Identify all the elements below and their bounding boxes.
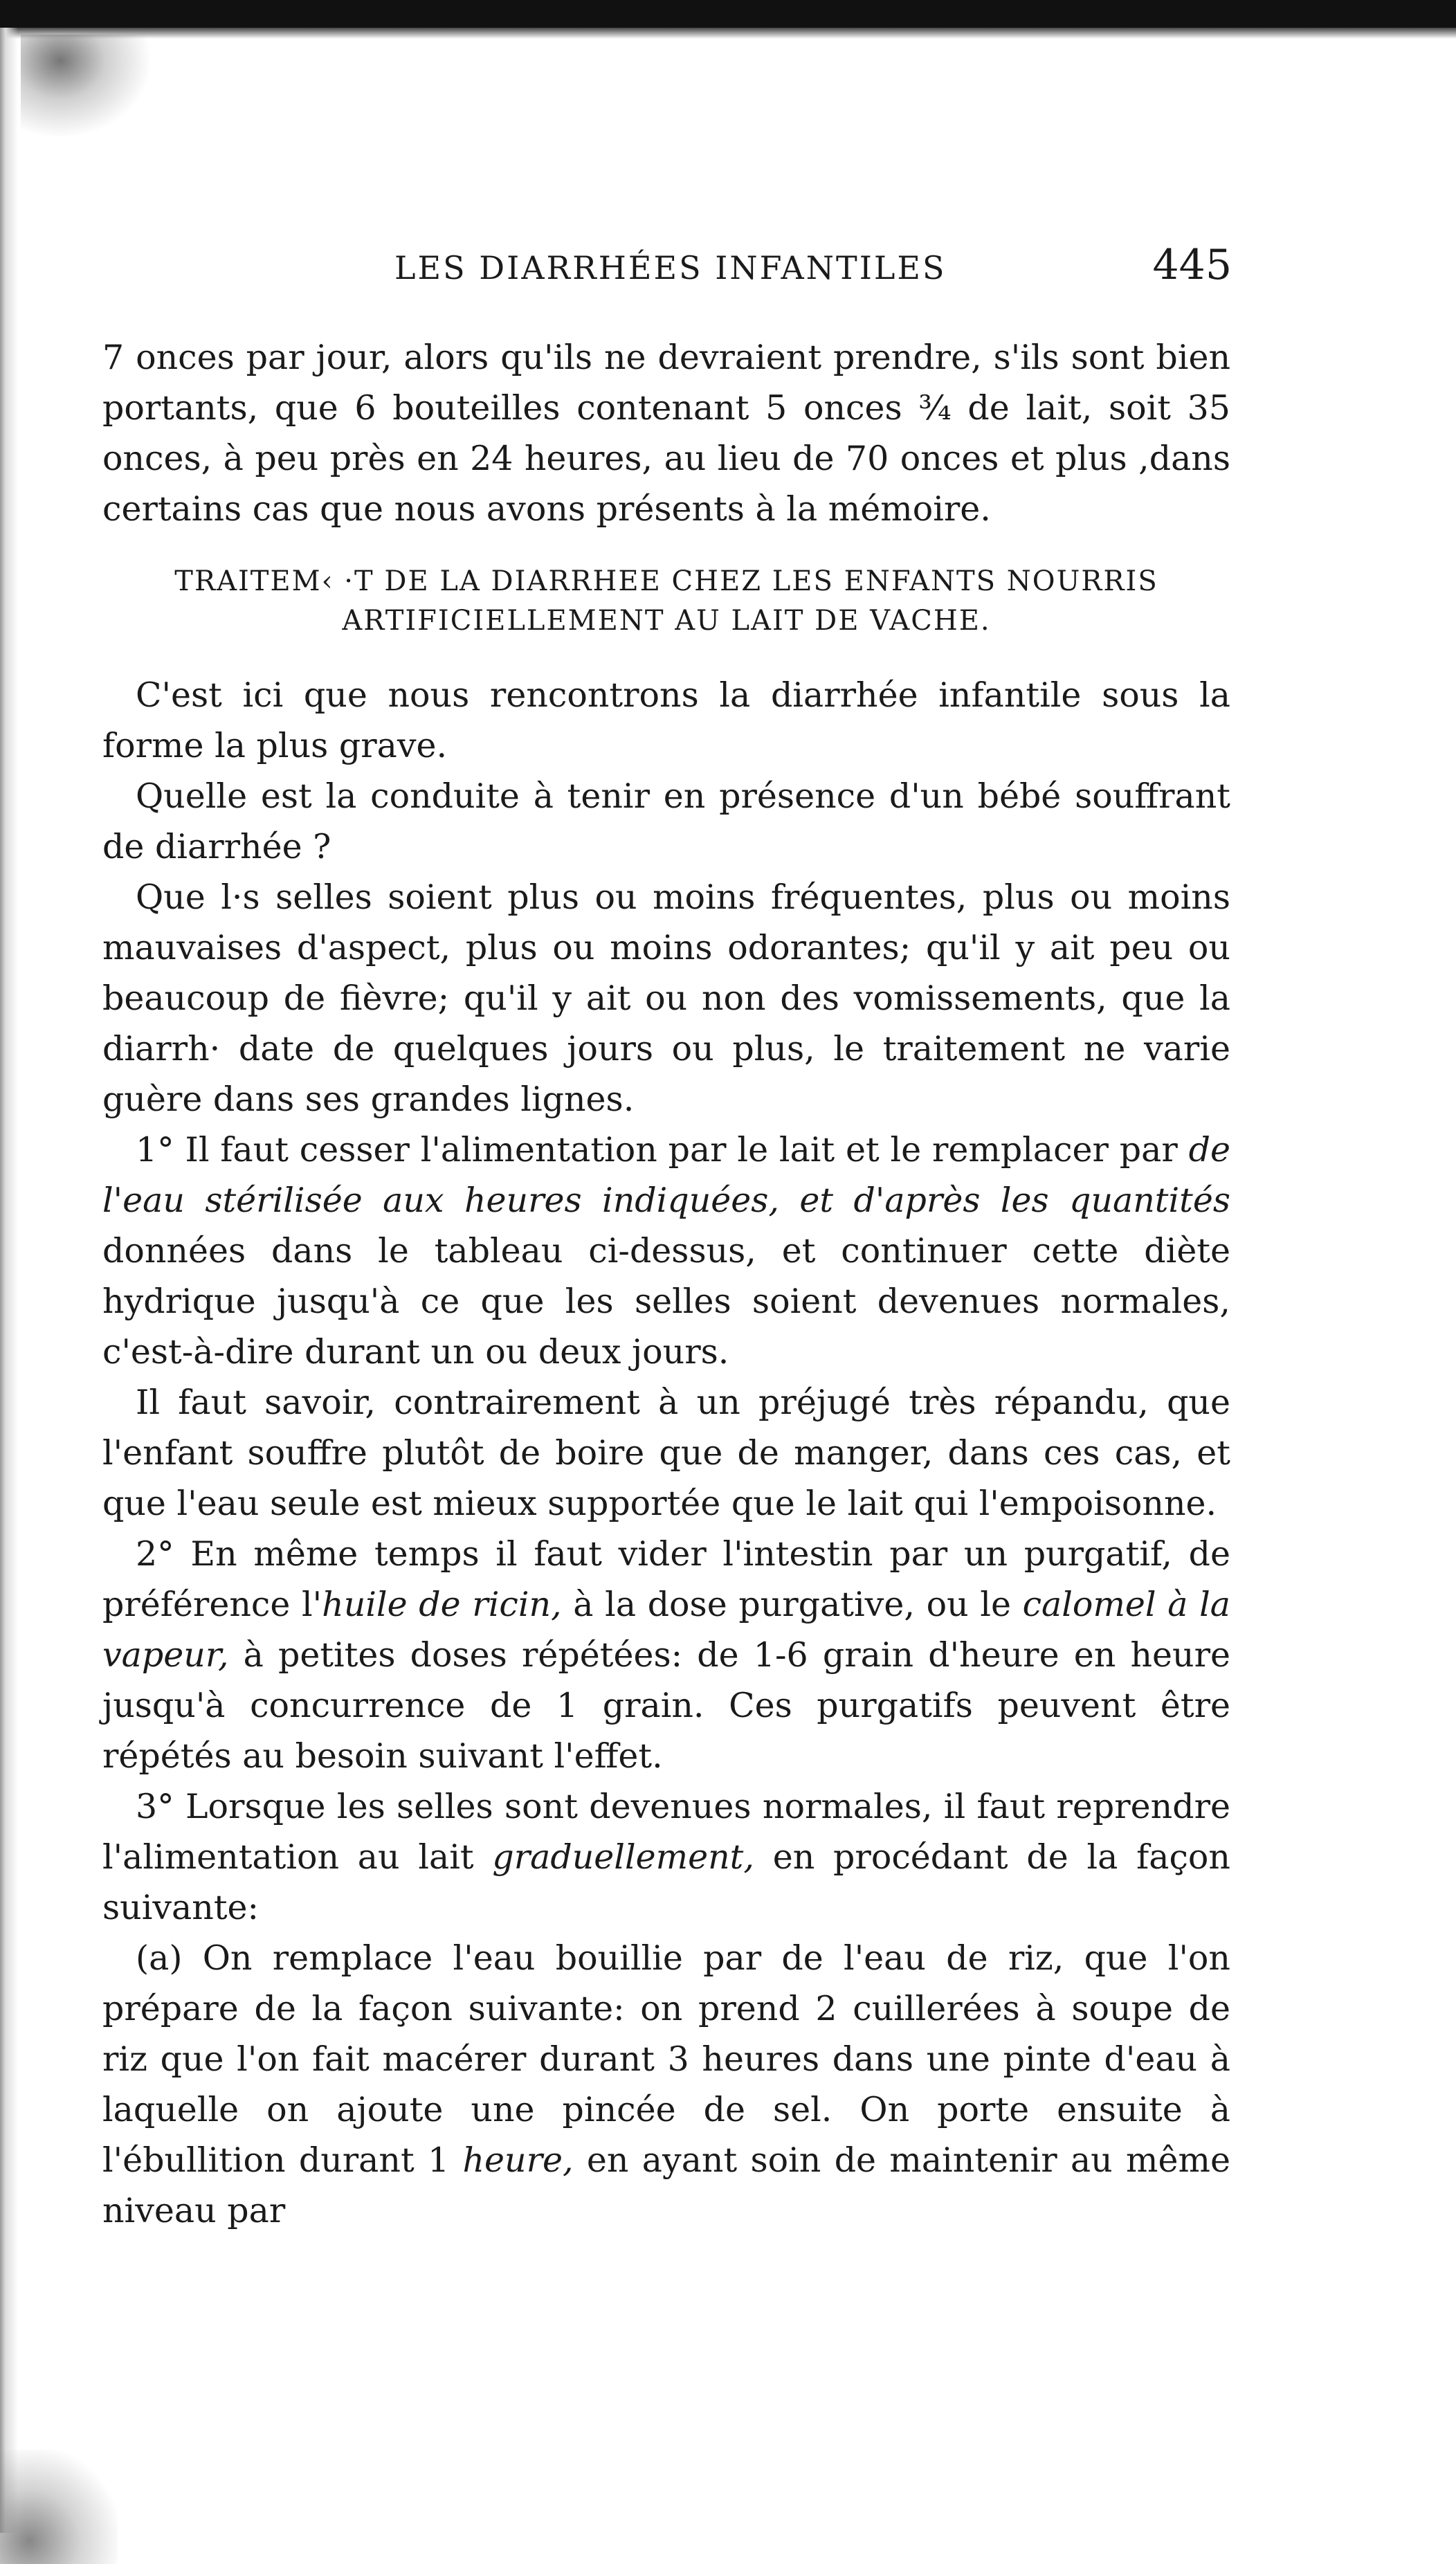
step-3-italic: graduellement, — [492, 1837, 754, 1877]
paragraph-intro: C'est ici que nous rencontrons la diarrhée infantile sous la forme la plus grave. — [102, 675, 1230, 765]
step-1-text-end: données dans le tableau ci-dessus, et continuer cette diète hydrique jusqu'à ce que les selles soient devenues normales, c'est-à-dire durant un ou deux jours. — [102, 1231, 1230, 1372]
paragraph-step-a — [102, 1933, 1230, 2236]
scan-left-border — [0, 28, 18, 2533]
step-2-text-b: à la dose purgative, ou le — [561, 1585, 1023, 1624]
paragraph-symptoms: Que l·s selles soient plus ou moins fréquentes, plus ou moins mauvaises d'aspect, plus ou moins odorantes; qu'il y ait peu ou beaucoup de fièvre; qu'il y ait ou non des vomissements, que la diarrh· date de quelques jours ou plus, le traitement ne varie guère dans ses grandes lignes. — [102, 878, 1230, 1119]
step-2-text-c: à petites doses répétées: de 1-6 grain d'heure en heure jusqu'à concurrence de 1 grain. Ces purgatifs peuvent être répétés au besoin suivant l'effet. — [102, 1635, 1230, 1776]
step-2-italic-1: huile de ricin, — [322, 1585, 562, 1624]
step-a-text-a: (a) On remplace l'eau bouillie par de l'eau de riz, que l'on prépare de la façon suivante: on prend 2 cuillerées à soupe de riz que l'on fait macérer durant 3 heures dans une pinte d'eau à laquelle on ajoute une pincée de sel. On porte ensuite à l'ébullition durant 1 — [102, 1938, 1230, 2180]
section-heading-line-1: TRAITEM‹ ·T DE LA DIARRHEE CHEZ LES ENFANTS NOURRIS — [174, 565, 1158, 597]
running-title: LES DIARRHÉES INFANTILES — [394, 249, 947, 287]
scan-corner-artifact-bottom — [0, 2450, 118, 2564]
page-body — [102, 332, 1230, 2236]
step-3-text-b: en procédant de la façon suivante: — [102, 1837, 1230, 1927]
paragraph-note: Il faut savoir, contrairement à un préjugé très répandu, que l'enfant souffre plutôt de boire que de manger, dans ces cas, et que l'eau seule est mieux supportée que le lait qui l'empoisonne. — [102, 1383, 1230, 1523]
section-heading-line-2: ARTIFICIELLEMENT AU LAIT DE VACHE. — [342, 605, 991, 637]
step-1-text-start: 1° Il faut cesser l'alimentation par le lait et le remplacer par — [136, 1130, 1189, 1170]
step-a-italic: heure, — [462, 2140, 574, 2180]
section-heading — [102, 562, 1230, 641]
paragraph-step-1 — [102, 1125, 1230, 1377]
page-number: 445 — [1152, 241, 1232, 289]
step-2-text-a: 2° En même temps il faut vider l'intestin par un purgatif, de préférence l' — [102, 1534, 1230, 1624]
page-header — [394, 235, 1232, 298]
paragraph-step-2 — [102, 1529, 1230, 1781]
paragraph-step-3 — [102, 1781, 1230, 1933]
paragraph-question: Quelle est la conduite à tenir en présence d'un bébé souffrant de diarrhée ? — [102, 776, 1230, 866]
paragraph-continuation: 7 onces par jour, alors qu'ils ne devraient prendre, s'ils sont bien portants, que 6 bouteilles contenant 5 onces ¾ de lait, soit 35 onces, à peu près en 24 heures, au lieu de 70 onces et plus ,dans certains cas que nous avons présents à la mémoire. — [102, 338, 1230, 529]
scan-top-shadow — [0, 28, 1456, 39]
step-2-italic-2: calomel à la vapeur, — [102, 1585, 1230, 1675]
step-1-italic: de l'eau stérilisée aux heures indiquées, et d'après les quantités — [102, 1130, 1230, 1220]
step-3-text-a: 3° Lorsque les selles sont devenues normales, il faut reprendre l'alimentation au lait — [102, 1787, 1230, 1877]
step-a-text-b: en ayant soin de maintenir au même niveau par — [102, 2140, 1230, 2230]
scan-top-border — [0, 0, 1456, 28]
scan-corner-artifact-top — [21, 35, 152, 138]
